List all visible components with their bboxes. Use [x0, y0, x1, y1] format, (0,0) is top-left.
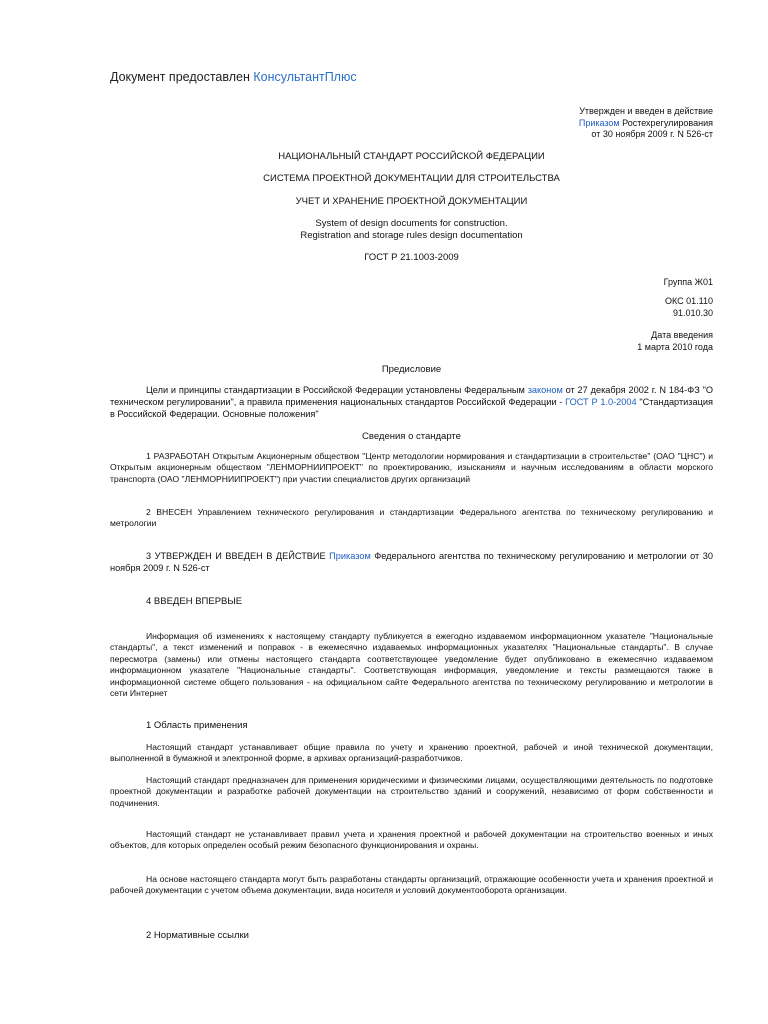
national-standard-title: НАЦИОНАЛЬНЫЙ СТАНДАРТ РОССИЙСКОЙ ФЕДЕРАЦИИ — [278, 151, 545, 162]
section-2-title: 2 Нормативные ссылки — [146, 930, 249, 941]
consultant-plus-link[interactable]: КонсультантПлюс — [253, 70, 357, 84]
subject-title: УЧЕТ И ХРАНЕНИЕ ПРОЕКТНОЙ ДОКУМЕНТАЦИИ — [295, 196, 528, 207]
section-1-title: 1 Область применения — [146, 720, 248, 731]
oks-code-1: ОКС 01.110 — [664, 296, 713, 306]
oks-code-2: 91.010.30 — [672, 308, 713, 318]
section-1-paragraph-3: Настоящий стандарт не устанавливает правил учета и хранения проектной и рабочей документации на строительство военных и иных объектов, для которых определен особый режим безопасного функционирования и охраны. — [110, 829, 713, 851]
preface-text-c: "Стандартизация в Российской Федерации. Основные положения" — [110, 396, 713, 419]
preface-text-b: от 27 декабря 2002 г. N 184-ФЗ "О техническом регулировании", а правила применения национальных стандартов Российской Федерации - — [110, 385, 713, 407]
preface-title: Предисловие — [381, 364, 442, 375]
system-title: СИСТЕМА ПРОЕКТНОЙ ДОКУМЕНТАЦИИ ДЛЯ СТРОИТЕЛЬСТВА — [263, 173, 560, 184]
group-code: Группа Ж01 — [663, 277, 713, 287]
preface-paragraph — [110, 385, 713, 420]
gost-link[interactable]: ГОСТ Р 1.0-2004 — [565, 396, 637, 407]
submitted-by-paragraph: 2 ВНЕСЕН Управлением технического регулирования и стандартизации Федерального агентства по техническому регулированию и метрологии — [110, 507, 713, 529]
provider-prefix: Документ предоставлен — [110, 70, 254, 84]
changes-info-paragraph: Информация об изменениях к настоящему стандарту публикуется в ежегодно издаваемом информационном указателе "Национальные стандарты", а текст изменений и поправок - в ежемесячно издаваемых информационных указателях "Национальные стандарты". В случае пересмотра (замены) или отмены настоящего стандарта соответствующее уведомление будет опубликовано в ежемесячно издаваемом информационном указателе "Национальные стандарты". Соответствующая информация, уведомление и тексты размещаются также в информационной системе общего пользования - на официальном сайте Федерального агентства по техническому регулированию и метрологии в сети Интернет — [110, 631, 713, 699]
approval-line2-text: Ростехрегулирования — [619, 117, 713, 128]
section-1-paragraph-2: Настоящий стандарт предназначен для применения юридическими и физическими лицами, осуществляющими деятельность по подготовке проектной документации и разработке рабочей документации на строительство зданий и сооружений, независимо от форм собственности и подчинения. — [110, 775, 713, 808]
approval-line3: от 30 ноября 2009 г. N 526-ст — [591, 129, 713, 139]
law-link[interactable]: законом — [527, 385, 563, 395]
order-link[interactable]: Приказом — [578, 117, 620, 128]
english-title-1: System of design documents for construction. — [315, 218, 508, 229]
english-title-2: Registration and storage rules design documentation — [300, 230, 523, 241]
approved-text-a: 3 УТВЕРЖДЕН И ВВЕДЕН В ДЕЙСТВИЕ — [146, 551, 330, 561]
approval-line1: Утвержден и введен в действие — [579, 106, 713, 116]
approved-text-b: Федерального агентства по техническому регулированию и метрологии от 30 ноября 2009 г. N 526-ст — [110, 551, 713, 573]
developed-by-paragraph: 1 РАЗРАБОТАН Открытым Акционерным обществом "Центр методологии нормирования и стандартизации в строительстве" (ОАО "ЦНС") и Открытым акционерным обществом "ЛЕНМОРНИИПРОЕКТ" по проектированию, изысканиям и научным исследованиям в области морского транспорта (ОАО "ЛЕНМОРНИИПРОЕКТ") при участии специалистов других организаций — [110, 451, 713, 484]
first-introduced: 4 ВВЕДЕН ВПЕРВЫЕ — [146, 596, 243, 607]
section-1-paragraph-4: На основе настоящего стандарта могут быть разработаны стандарты организаций, отражающие особенности учета и хранения проектной и рабочей документации с учетом объема документации, вида носителя и условий документооборота организации. — [110, 874, 713, 896]
approval-order-link[interactable]: Приказом — [329, 551, 371, 561]
approval-block — [453, 106, 713, 141]
preface-text-a: Цели и принципы стандартизации в Российской Федерации установлены Федеральным — [146, 385, 528, 395]
date-label: Дата введения — [651, 330, 713, 340]
approval-line2 — [453, 118, 713, 130]
provider-line — [110, 70, 357, 84]
gost-number: ГОСТ Р 21.1003-2009 — [364, 252, 459, 263]
approved-paragraph — [110, 551, 713, 575]
date-value: 1 марта 2010 года — [637, 342, 713, 352]
standard-info-title: Сведения о стандарте — [362, 431, 461, 442]
section-1-paragraph-1: Настоящий стандарт устанавливает общие правила по учету и хранению проектной, рабочей и иной технической документации, выполненной в бумажной и электронной форме, в архивах организаций-разработчиков. — [110, 742, 713, 764]
